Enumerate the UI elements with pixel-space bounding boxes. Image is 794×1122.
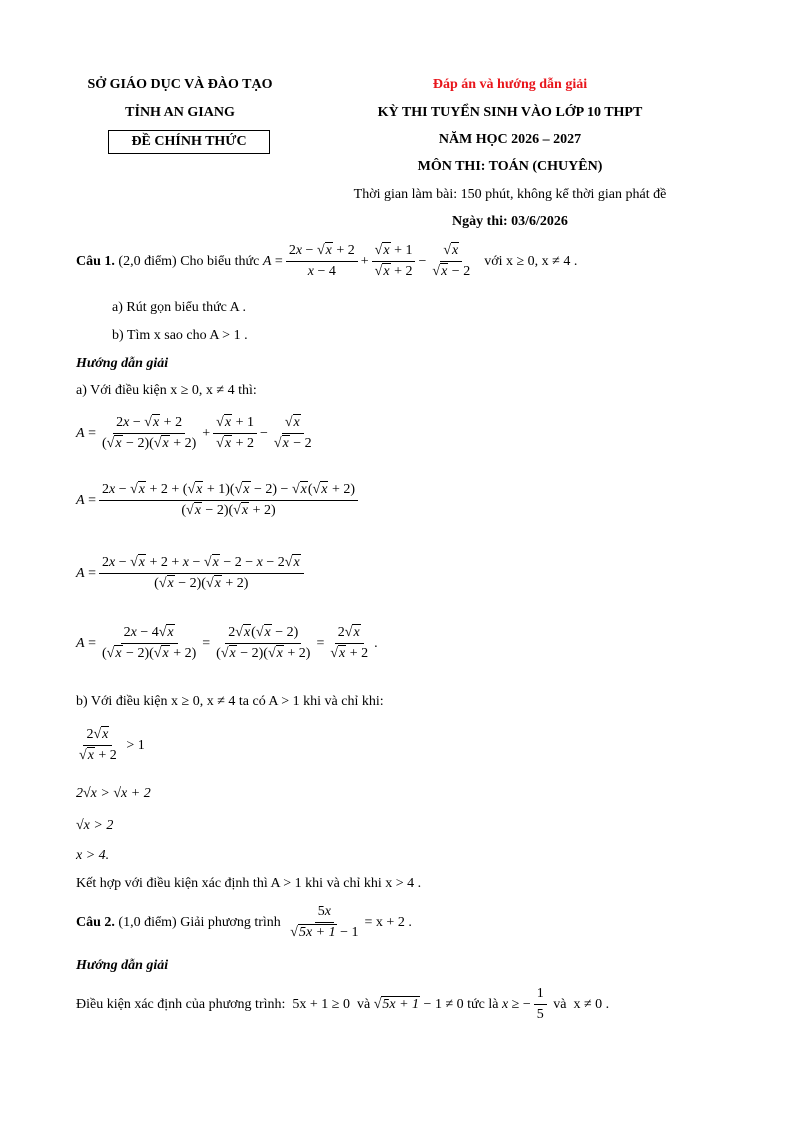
- question-2-equation: $\frac{5x}{√5x + 1 - 1}$: [290, 904, 359, 940]
- exam-title: KỲ THI TUYỂN SINH VÀO LỚP 10 THPT: [377, 105, 643, 120]
- province-name: TỈNH AN GIANG: [125, 105, 235, 120]
- answer-guide-title: Đáp án và hướng dẫn giải: [432, 77, 588, 92]
- question-2-domain: Điều kiện xác định của phương trình: 5x + 1 ≥ 0 và √5x + 1 − 1 ≠ 0 tức là x ≥ − $\frac{1}{5}$ và x ≠ 0 .: [76, 986, 610, 1022]
- question-1-part-a: a) Rút gọn biểu thức A .: [112, 300, 246, 315]
- question-2-rhs: = x + 2 .: [364, 914, 412, 930]
- solution-b-step-1: $\frac{2√x}{√x + 2}$ > 1: [79, 727, 145, 763]
- subject: MÔN THI: TOÁN (CHUYÊN): [417, 159, 603, 174]
- question-1: [76, 243, 577, 280]
- solution-a-intro: a) Với điều kiện x ≥ 0, x ≠ 4 thì:: [76, 383, 257, 398]
- domain-text-2: tức là: [463, 996, 502, 1012]
- official-exam-box: ĐỀ CHÍNH THỨC: [108, 130, 270, 154]
- question-1-guide-title: Hướng dẫn giải: [76, 356, 169, 371]
- solution-a-step-3: A = $\frac{2x - √x + 2 + x - √x - 2 - x - 2√x}{(√x - 2)(√x + 2)}$: [76, 555, 307, 592]
- department-name: SỞ GIÁO DỤC VÀ ĐÀO TẠO: [87, 77, 273, 92]
- question-1-expression: A = $\frac{2x - √x + 2}{x - 4}$ + $\frac{√x + 1}{√x + 2}$ − $\frac{√x}{√x - 2}$: [262, 243, 471, 279]
- solution-b-step-2: 2√x > √x + 2: [76, 786, 151, 801]
- solution-b-conclusion: Kết hợp với điều kiện xác định thì A > 1 khi và chỉ khi x > 4 .: [76, 876, 422, 891]
- solution-a-step-4: A = $\frac{2x - 4√x}{(√x - 2)(√x + 2)}$ = $\frac{2√x(√x - 2)}{(√x - 2)(√x + 2)}$ = $\frac{2√x}{√x + 2}$ .: [76, 625, 378, 661]
- solution-b-intro: b) Với điều kiện x ≥ 0, x ≠ 4 ta có A > 1 khi và chỉ khi:: [76, 694, 384, 709]
- question-2: [76, 904, 412, 941]
- question-1-points: (2,0 điểm) Cho biểu thức: [114, 253, 263, 269]
- question-1-condition: với x ≥ 0, x ≠ 4 .: [484, 253, 578, 269]
- question-2-guide-title: Hướng dẫn giải: [76, 958, 169, 973]
- time-limit: Thời gian làm bài: 150 phút, không kể thời gian phát đề: [353, 187, 667, 202]
- solution-b-step-4: x > 4.: [76, 848, 110, 863]
- domain-text-1: Điều kiện xác định của phương trình: 5x + 1 ≥ 0 và: [76, 996, 374, 1012]
- solution-a-step-1: A = $\frac{2x - √x + 2}{(√x - 2)(√x + 2)}$ + $\frac{√x + 1}{√x + 2}$ − $\frac{√x}{√x - 2}$: [76, 415, 312, 451]
- school-year: NĂM HỌC 2026 – 2027: [438, 132, 582, 147]
- solution-a-step-2: A = $\frac{2x - √x + 2 + (√x + 1)(√x - 2) - √x(√x + 2)}{(√x - 2)(√x + 2)}$: [76, 482, 361, 519]
- exam-date: Ngày thi: 03/6/2026: [452, 214, 568, 229]
- solution-b-step-3: √x > 2: [76, 818, 114, 833]
- question-2-label: Câu 2.: [76, 914, 115, 930]
- question-2-points: (1,0 điểm) Giải phương trình: [114, 914, 285, 930]
- question-1-label: Câu 1.: [76, 253, 115, 269]
- domain-text-3: và x ≠ 0 .: [549, 996, 610, 1012]
- question-1-part-b: b) Tìm x sao cho A > 1 .: [112, 328, 248, 343]
